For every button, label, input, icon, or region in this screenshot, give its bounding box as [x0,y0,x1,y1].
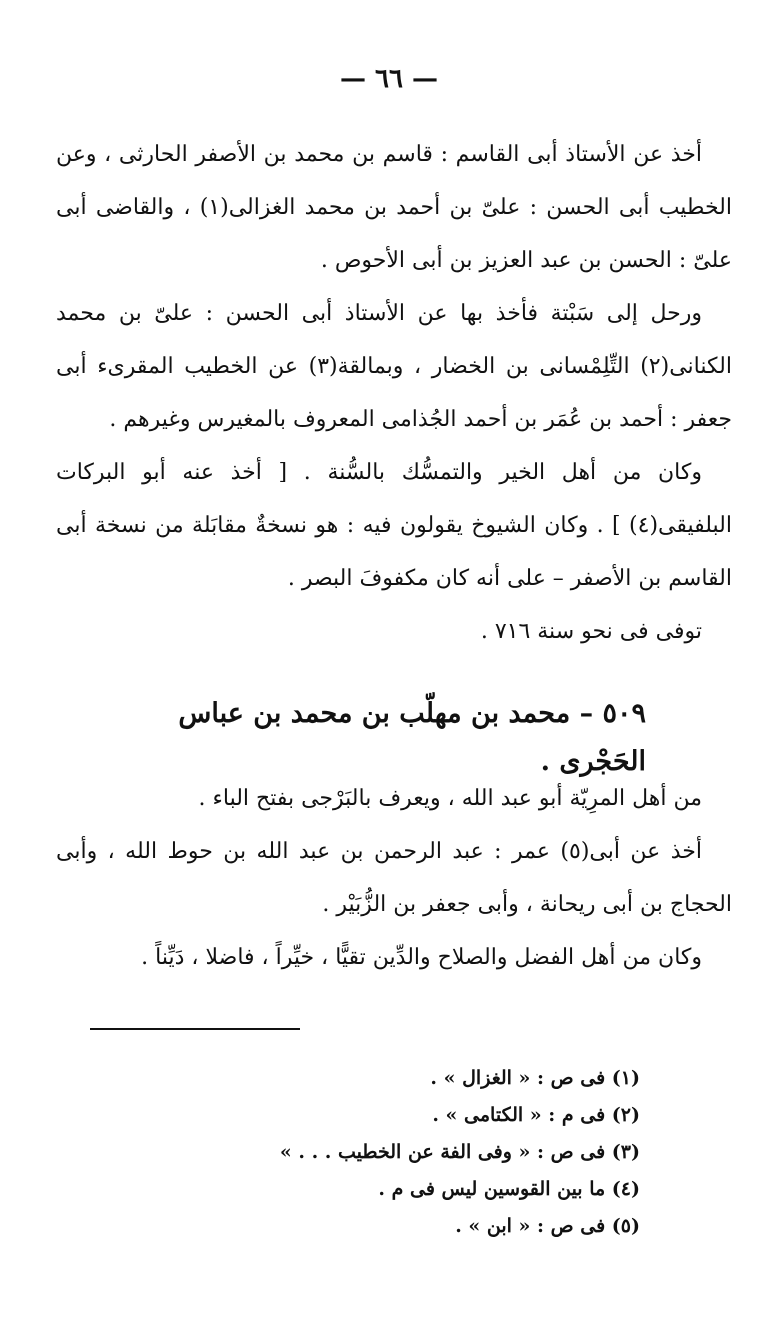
page-number: — ٦٦ — [339,64,439,94]
paragraph-death: توفى فى نحو سنة ٧١٦ . [480,619,702,644]
paragraph-virtues: وكان من أهل الفضل والصلاح والدِّين تقيًّا ، خيِّراً ، فاضلا ، دَيِّناً . [141,945,702,970]
paragraph-origin: من أهل المرِيّة أبو عبد الله ، ويعرف بالبَرْجى بفتح الباء . [198,786,702,811]
paragraph-travel-sabta: ورحل إلى سَبْتة فأخذ بها عن الأستاذ أبى الحسن : علىّ بن محمد الكنانى(٢) التِّلِمْسانى بن الخضار ، وبمالقة(٣) عن الخطيب المقرىء أبى جعفر : أحمد بن عُمَر بن أحمد الجُذامى المعروف بالمغيرس وغيرهم . [56,301,732,432]
paragraph-character: وكان من أهل الخير والتمسُّك بالسُّنة . [ أخذ عنه أبو البركات البلفيقى(٤) ] . وكان الشيوخ يقولون فيه : هو نسخةٌ مقابَلة من نسخة أبى القاسم بن الأصفر – على أنه كان مكفوفَ البصر . [56,460,732,591]
footnote-5: (٥) فى ص : « ابن » . [455,1215,640,1237]
footnotes [120,1060,640,1245]
footnote-4: (٤) ما بين القوسين ليس فى م . [378,1178,640,1200]
entry-509-heading: ٥٠٩ – محمد بن مهلّب بن محمد بن عباس الحَجْرى . [178,698,646,777]
footnote-1: (١) فى ص : « الغزال » . [430,1067,640,1089]
paragraph-teachers: أخذ عن الأستاذ أبى القاسم : قاسم بن محمد بن الأصفر الحارثى ، وعن الخطيب أبى الحسن : علىّ بن أحمد بن محمد الغزالى(١) ، والقاضى أبى علىّ : الحسن بن عبد العزيز بن أبى الأحوص . [56,142,732,273]
entry-508-body [56,128,732,658]
footnote-separator [90,1028,300,1030]
footnote-3: (٣) فى ص : « وفى الفة عن الخطيب . . . » [279,1141,640,1163]
footnote-2: (٢) فى م : « الكتامى » . [432,1104,640,1126]
entry-509-body [56,772,732,984]
paragraph-teachers: أخذ عن أبى(٥) عمر : عبد الرحمن بن عبد الله بن حوط الله ، وأبى الحجاج بن أبى ريحانة ، وأبى جعفر بن الزُّبَيْر . [56,839,732,917]
